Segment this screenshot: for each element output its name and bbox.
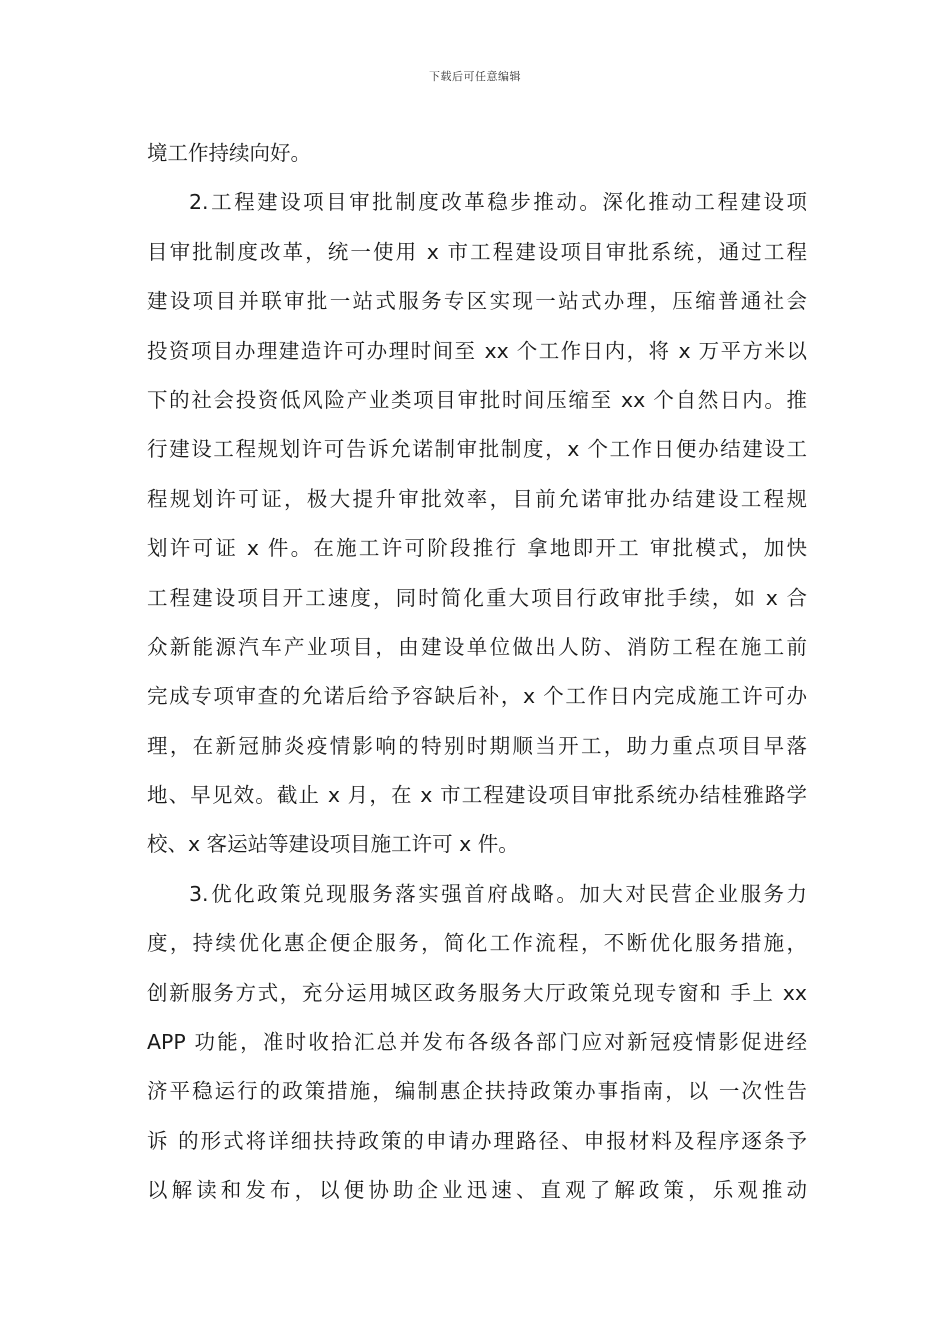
text-line: 创新服务方式，充分运用城区政务服务大厅政策兑现专窗和 手上 xx bbox=[147, 980, 807, 1005]
body-text bbox=[147, 129, 807, 1216]
text-line: 行建设工程规划许可告诉允诺制审批制度，x 个工作日便办结建设工 bbox=[147, 437, 807, 462]
text-line: 目审批制度改革，统一使用 x 市工程建设项目审批系统，通过工程 bbox=[147, 239, 807, 264]
text-line: 众新能源汽车产业项目，由建设单位做出人防、消防工程在施工前 bbox=[147, 634, 807, 659]
text-line: 划许可证 x 件。在施工许可阶段推行 拿地即开工 审批模式，加快 bbox=[147, 536, 807, 561]
text-line: 校、x 客运站等建设项目施工许可 x 件。 bbox=[147, 832, 519, 857]
text-line: 工程建设项目开工速度，同时简化重大项目行政审批手续，如 x 合 bbox=[147, 585, 807, 610]
text-line: 以解读和发布，以便协助企业迅速、直观了解政策，乐观推动 bbox=[147, 1178, 807, 1203]
text-line: APP 功能，准时收拾汇总并发布各级各部门应对新冠疫情影促进经 bbox=[147, 1030, 807, 1055]
text-line: 济平稳运行的政策措施，编制惠企扶持政策办事指南，以 一次性告 bbox=[147, 1079, 807, 1104]
text-line: 地、早见效。截止 x 月，在 x 市工程建设项目审批系统办结桂雅路学 bbox=[147, 783, 807, 808]
paragraph-heading-line: 2.工程建设项目审批制度改革稳步推动。深化推动工程建设项 bbox=[189, 190, 807, 215]
page-header: 下载后可任意编辑 bbox=[429, 70, 521, 83]
text-line: 理，在新冠肺炎疫情影响的特别时期顺当开工，助力重点项目早落 bbox=[147, 733, 807, 758]
text-line: 度，持续优化惠企便企服务，简化工作流程，不断优化服务措施， bbox=[147, 931, 807, 956]
text-line: 境工作持续向好。 bbox=[147, 141, 311, 165]
text-line: 投资项目办理建造许可办理时间至 xx 个工作日内，将 x 万平方米以 bbox=[147, 338, 807, 363]
text-line: 下的社会投资低风险产业类项目审批时间压缩至 xx 个自然日内。推 bbox=[147, 387, 807, 412]
text-line: 建设项目并联审批一站式服务专区实现一站式办理，压缩普通社会 bbox=[147, 289, 807, 314]
text-line: 诉 的形式将详细扶持政策的申请办理路径、申报材料及程序逐条予 bbox=[147, 1128, 807, 1153]
paragraph-heading-line: 3.优化政策兑现服务落实强首府战略。加大对民营企业服务力 bbox=[189, 881, 807, 906]
text-line: 完成专项审查的允诺后给予容缺后补，x 个工作日内完成施工许可办 bbox=[147, 684, 807, 709]
text-line: 程规划许可证，极大提升审批效率，目前允诺审批办结建设工程规 bbox=[147, 486, 807, 511]
